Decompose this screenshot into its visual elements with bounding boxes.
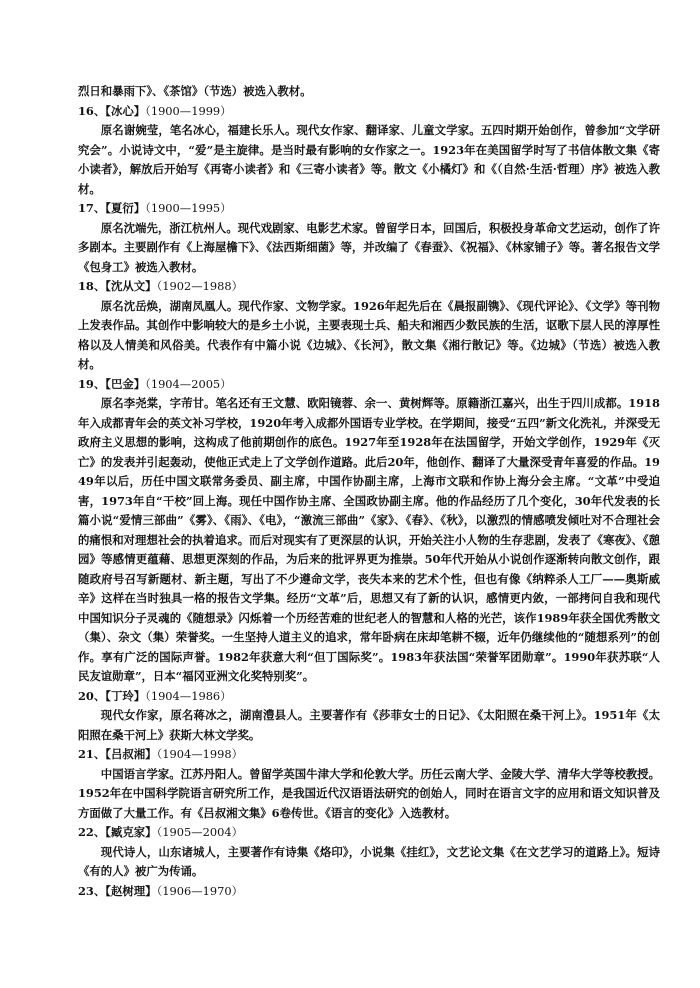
author-entry-list	[78, 102, 660, 902]
entry-number: 19、	[78, 376, 106, 391]
author-years: （1902—1988）	[156, 279, 243, 293]
entry-heading	[78, 823, 660, 843]
document-page	[78, 82, 660, 901]
author-biography: 原名谢婉莹，笔名冰心，福建长乐人。现代女作家、翻译家、儿童文学家。五四时期开始创作，曾参加“文学研究会”。小说诗文中，“爱”是主旋律。是当时最有影响的女作家之一。1923年在美国留学时写了书信体散文集《寄小读者》，解放后开始写《再寄小读者》和《三寄小读者》等。散文《小橘灯》和《（自然·生活·哲理）序》被选入教材。	[78, 123, 660, 196]
entry-number: 22、	[78, 825, 106, 839]
author-years: （1904—2005）	[145, 376, 232, 391]
entry-heading	[78, 277, 660, 297]
entry-heading	[78, 199, 660, 219]
author-name: 【巴金】	[105, 376, 146, 391]
entry-number: 18、	[78, 279, 106, 293]
author-years: （1904—1986）	[145, 688, 232, 703]
entry-heading	[78, 745, 660, 765]
author-name: 【吕叔湘】	[105, 747, 157, 761]
author-years: （1906—1970）	[156, 883, 243, 898]
entry-heading	[78, 687, 660, 707]
author-name: 【夏衍】	[105, 201, 146, 215]
author-years: （1904—1998）	[156, 747, 243, 761]
entry-number: 23、	[78, 883, 106, 898]
author-name: 【冰心】	[105, 103, 146, 118]
entry-heading	[78, 102, 660, 122]
entry-number: 17、	[78, 201, 106, 215]
author-name: 【臧克家】	[105, 825, 157, 839]
author-biography: 原名沈端先，浙江杭州人。现代戏剧家、电影艺术家。曾留学日本，回国后，积极投身革命文艺运动，创作了许多剧本。主要剧作有《上海屋檐下》、《法西斯细菌》等，并改编了《春蚕》、《祝福》、《林家铺子》等。著名报告文学《包身工》被选入教材。	[78, 220, 660, 274]
author-biography: 原名沈岳焕，湖南凤凰人。现代作家、文物学家。1926年起先后在《晨报副镌》、《现代评论》、《文学》等刊物上发表作品。其创作中影响较大的是乡土小说，主要表现士兵、船夫和湘西少数民族的生活，讴歌下层人民的淳厚性格以及人情美和风俗美。代表作有中篇小说《边城》、《长河》，散文集《湘行散记》等。《边城》（节选）被选入教材。	[78, 298, 660, 371]
author-name: 【丁玲】	[105, 688, 146, 703]
author-years: （1905—2004）	[156, 825, 243, 839]
entry-heading	[78, 882, 660, 902]
author-biography: 现代诗人，山东诸城人，主要著作有诗集《烙印》，小说集《挂红》，文艺论文集《在文艺学习的道路上》。短诗《有的人》被广为传诵。	[78, 844, 660, 878]
author-biography: 中国语言学家。江苏丹阳人。曾留学英国牛津大学和伦敦大学。历任云南大学、金陵大学、清华大学等校教授。1952年在中国科学院语言研究所工作，是我国近代汉语语法研究的创始人，同时在语言文字的应用和语文知识普及方面做了大量工作。有《吕叔湘文集》6卷传世。《语言的变化》入选教材。	[78, 766, 660, 820]
author-name: 【赵树理】	[105, 883, 157, 898]
author-name: 【沈从文】	[105, 279, 157, 293]
continuation-text: 烈日和暴雨下》、《茶馆》（节选）被选入教材。	[78, 84, 312, 98]
author-biography: 原名李尧棠，字芾甘。笔名还有王文慧、欧阳镜蓉、余一、黄树辉等。原籍浙江嘉兴，出生于四川成都。1918年入成都青年会的英文补习学校，1920年考入成都外国语专业学校。在学期间，接受“五四”新文化洗礼，并深受无政府主义思想的影响，这构成了他前期创作的底色。1927年至1928年在法国留学，开始文学创作，1929年《灭亡》的发表并引起轰动，使他正式走上了文学创作道路。此后20年，他创作、翻译了大量深受青年喜爱的作品。1949年以后，历任中国文联常务委员、副主席，中国作协副主席，上海市文联和作协上海分会主席。“文革”中受迫害，1973年自“干校”回上海。现任中国作协主席、全国政协副主席。他的作品经历了几个变化，30年代发表的长篇小说“爱情三部曲”《雾》、《雨》、《电》，“激流三部曲”《家》、《春》、《秋》，以激烈的情感喷发倾吐对不合理社会的痛恨和对理想社会的执着追求。而后对现实有了更深层的认识，开始关注小人物的生存悲剧，发表了《寒夜》、《憩园》等感情更蕴藉、思想更深刻的作品，为后来的批评界更为推崇。50年代开始从小说创作逐渐转向散文创作，跟随政府号召写新题材、新主题，写出了不少遵命文学，丧失本来的艺术个性，但也有像《纳粹杀人工厂——奥斯威辛》这样在当时独具一格的报告文学集。经历“文革”后，思想又有了新的认识，感情更内敛，一部拷问自我和现代中国知识分子灵魂的《随想录》闪烁着一个历经苦难的世纪老人的智慧和人格的光芒，该作1989年获全国优秀散文（集）、杂文（集）荣誉奖。一生坚持人道主义的追求，常年卧病在床却笔耕不辍，近年仍继续他的“随想系列”的创作。享有广泛的国际声誉。1982年获意大利“但丁国际奖”。1983年获法国“荣誉军团勋章”。1990年获苏联“人民友谊勋章”，日本“福冈亚洲文化奖特别奖”。	[78, 396, 660, 683]
entry-heading	[78, 375, 660, 395]
entry-number: 16、	[78, 103, 106, 118]
entry-number: 21、	[78, 747, 106, 761]
entry-number: 20、	[78, 688, 106, 703]
author-biography: 现代女作家，原名蒋冰之，湖南澧县人。主要著作有《莎菲女士的日记》、《太阳照在桑干河上》。1951年《太阳照在桑干河上》获斯大林文学奖。	[78, 708, 660, 742]
author-years: （1900—1995）	[145, 201, 232, 215]
author-years: （1900—1999）	[145, 103, 232, 118]
